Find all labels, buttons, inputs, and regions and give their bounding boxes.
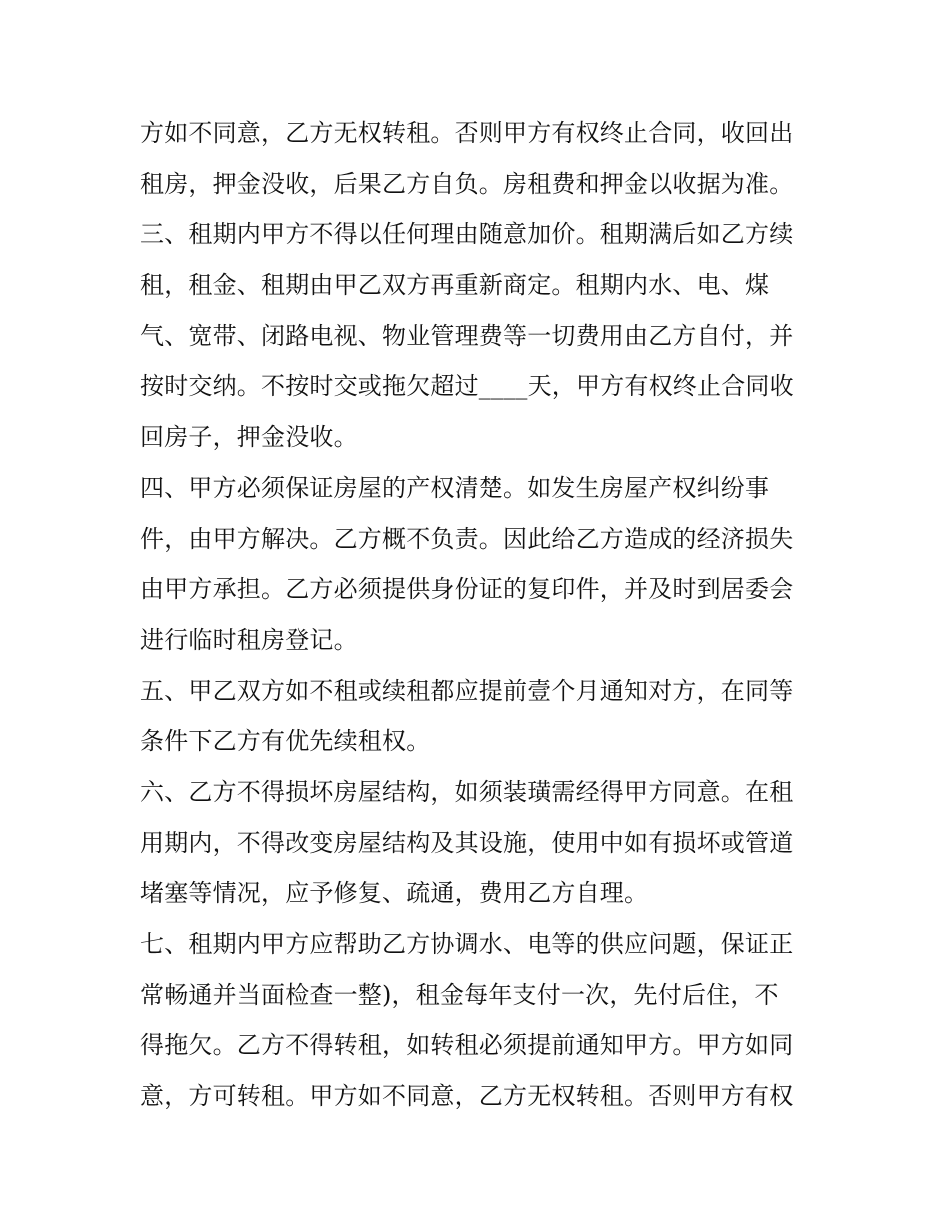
clause-3-line: 三、租期内甲方不得以任何理由随意加价。租期满后如乙方续: [140, 220, 794, 249]
text-line: 按时交纳。不按时交或拖欠超过____天，甲方有权终止合同收: [140, 372, 794, 401]
text-line: 条件下乙方有优先续租权。: [140, 727, 431, 756]
text-line: 堵塞等情况，应予修复、疏通，费用乙方自理。: [140, 879, 649, 908]
text-line: 意，方可转租。甲方如不同意，乙方无权转租。否则甲方有权: [140, 1082, 794, 1111]
clause-7-line: 七、租期内甲方应帮助乙方协调水、电等的供应问题，保证正: [140, 930, 794, 958]
contract-text-body: [140, 108, 820, 1122]
text-line: 气、宽带、闭路电视、物业管理费等一切费用由乙方自付，并: [140, 321, 794, 350]
clause-4-line: 四、甲方必须保证房屋的产权清楚。如发生房屋产权纠纷事: [140, 473, 770, 502]
text-line: 租房，押金没收，后果乙方自负。房租费和押金以收据为准。: [140, 169, 794, 198]
text-line: 方如不同意，乙方无权转租。否则甲方有权终止合同，收回出: [140, 119, 794, 147]
text-line: 用期内，不得改变房屋结构及其设施，使用中如有损坏或管道: [140, 828, 794, 857]
text-line: 进行临时租房登记。: [140, 625, 358, 654]
clause-6-line: 六、乙方不得损坏房屋结构，如须装璜需经得甲方同意。在租: [140, 777, 794, 806]
text-line: 租，租金、租期由甲乙双方再重新商定。租期内水、电、煤: [140, 271, 770, 300]
text-line: 常畅通并当面检查一整)，租金每年支付一次，先付后住，不: [140, 980, 779, 1009]
text-line: 回房子，押金没收。: [140, 423, 358, 452]
text-line: 件，由甲方解决。乙方概不负责。因此给乙方造成的经济损失: [140, 524, 794, 553]
clause-5-line: 五、甲乙双方如不租或续租都应提前壹个月通知对方，在同等: [140, 676, 794, 705]
text-line: 由甲方承担。乙方必须提供身份证的复印件，并及时到居委会: [140, 575, 794, 604]
text-line: 得拖欠。乙方不得转租，如转租必须提前通知甲方。甲方如同: [140, 1031, 794, 1060]
